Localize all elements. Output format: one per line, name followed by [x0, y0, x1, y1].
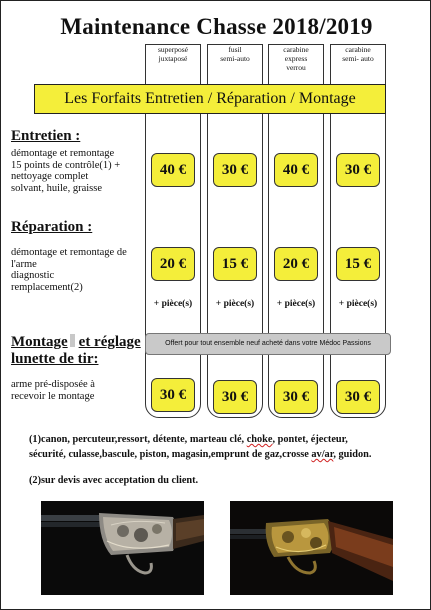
description-line: solvant, huile, graisse — [11, 182, 102, 194]
price-entretien-carabine-semi-auto: 30 € — [336, 153, 380, 187]
column-header — [330, 45, 386, 63]
montage-description — [11, 379, 95, 402]
extra-parts-label: + pièce(s) — [338, 299, 378, 309]
reparation-description — [11, 247, 127, 293]
price-entretien-fusil: 30 € — [213, 153, 257, 187]
footnote-text: av/ar — [311, 449, 334, 460]
column-header — [207, 45, 263, 63]
engraved-over-under-shotgun-image — [230, 501, 393, 595]
description-line: 15 points de contrôle(1) + — [11, 159, 121, 171]
price-reparation-superpose: 20 € — [151, 247, 195, 281]
column-header-line: juxtaposé — [158, 54, 188, 63]
column-header-line: fusil — [228, 45, 242, 54]
price-montage-superpose: 30 € — [151, 378, 195, 412]
column-header-line: verrou — [286, 63, 306, 72]
footnote-text: , pontet, éjecteur, — [272, 434, 348, 445]
column-header-line: superposé — [158, 45, 188, 54]
section-title-reparation — [11, 219, 92, 236]
section-title-text: Réparation : — [11, 219, 93, 235]
forfaits-banner: Les Forfaits Entretien / Réparation / Montage — [34, 84, 386, 114]
footnote-text: , guidon. — [333, 449, 372, 460]
price-entretien-carabine-express: 40 € — [274, 153, 318, 187]
page-title: Maintenance Chasse 2018/2019 — [60, 14, 373, 39]
description-line: diagnostic — [11, 270, 55, 281]
description-line: remplacement(2) — [11, 281, 83, 293]
description-line: nettoyage complet — [11, 171, 89, 182]
section-title-text: et réglage — [78, 334, 141, 350]
footnote-1 — [29, 432, 419, 462]
price-reparation-fusil: 15 € — [213, 247, 257, 281]
description-line: recevoir le montage — [11, 390, 95, 402]
column-header-line: semi-auto — [220, 54, 250, 63]
column-header-line: semi- auto — [342, 54, 374, 63]
section-title-text: Entretien : — [11, 128, 81, 144]
column-header — [268, 45, 324, 72]
entretien-description — [11, 148, 120, 194]
price-montage-carabine-express: 30 € — [274, 380, 318, 414]
cursor-mark — [70, 334, 75, 347]
engraved-side-by-side-shotgun-image — [41, 501, 204, 595]
footnote-line — [29, 432, 419, 447]
footnote-line — [29, 447, 419, 462]
price-reparation-carabine-express: 20 € — [274, 247, 318, 281]
offer-note: Offert pour tout ensemble neuf acheté dans votre Médoc Passions — [145, 333, 391, 355]
extra-parts-label: + pièce(s) — [215, 299, 255, 309]
footnote-2: (2)sur devis avec acceptation du client. — [29, 475, 199, 486]
description-line: démontage et remontage — [11, 148, 115, 159]
price-entretien-superpose: 40 € — [151, 153, 195, 187]
price-montage-fusil: 30 € — [213, 380, 257, 414]
extra-parts-label: + pièce(s) — [153, 299, 193, 309]
section-title-montage — [11, 334, 151, 368]
section-title-line: lunette de tir: — [11, 351, 99, 367]
section-title-text: Montage — [11, 334, 68, 350]
footnote-text: (1)canon, percuteur,ressort, détente, marteau clé, — [29, 434, 247, 445]
description-line: démontage et remontage de — [11, 247, 127, 258]
section-title-entretien — [11, 128, 80, 145]
extra-parts-label: + pièce(s) — [276, 299, 316, 309]
description-line: l'arme — [11, 258, 37, 270]
footnote-text: choke — [246, 434, 273, 445]
column-header — [145, 45, 201, 63]
footnote-text: sécurité, culasse,bascule, piston, magasin,emprunt de gaz,crosse — [29, 449, 312, 460]
section-title-line — [11, 334, 151, 351]
shotgun-photo-right — [230, 501, 393, 595]
price-reparation-carabine-semi-auto: 15 € — [336, 247, 380, 281]
shotgun-photo-left — [41, 501, 204, 595]
column-header-line: carabine — [283, 45, 309, 54]
column-header-line: express — [284, 54, 308, 63]
column-header-line: carabine — [345, 45, 371, 54]
price-montage-carabine-semi-auto: 30 € — [336, 380, 380, 414]
description-line: arme pré-disposée à — [11, 379, 95, 390]
